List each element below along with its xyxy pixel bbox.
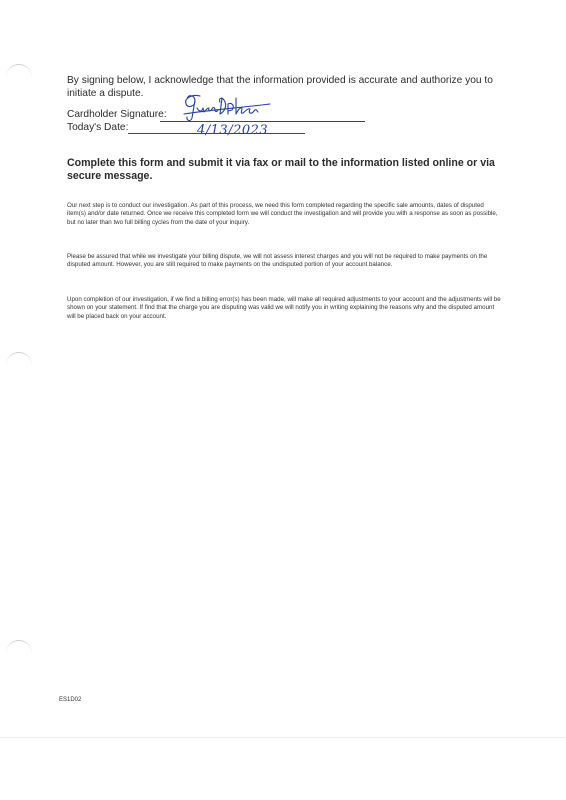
hole-punch-mark (6, 64, 32, 79)
billing-dispute-paragraph: Please be assured that while we investigate your billing dispute, we will not assess interest charges and you will not be required to make payments on the disputed amount. However, you are still required to make payments on the undisputed portion of your account balance. (67, 253, 488, 269)
hole-punch-mark (6, 352, 32, 367)
scan-edge (0, 737, 566, 738)
svg-text:4/13/2023: 4/13/2023 (197, 123, 269, 138)
form-code: ES1D02 (59, 697, 82, 703)
instruction-heading: Complete this form and submit it via fax or mail to the information listed online or via secure message. (67, 157, 495, 182)
investigation-paragraph: Our next step is to conduct our investigation. As part of this process, we need this form completed regarding the specific sale amounts, dates of disputed item(s) and/or date returned. Once we receive this completed form we will conduct the investigation and will provide you with a response as soon as possible, but no later than two full billing cycles from the date of your inquiry. (67, 202, 498, 226)
handwritten-date (193, 118, 275, 140)
signature-label: Cardholder Signature: (67, 109, 167, 120)
date-label: Today's Date: (67, 122, 129, 133)
acknowledgement-text: By signing below, I acknowledge that the information provided is accurate and authorize you to initiate a dispute. (67, 75, 493, 99)
completion-paragraph: Upon completion of our investigation, if we find a billing error(s) has been made, will make all required adjustments to your account and the adjustments will be shown on your statement. If find that the charge you are disputing was valid we will notify you in writing explaining the reasons why and the disputed amount will be placed back on your account. (67, 296, 501, 320)
hole-punch-mark (6, 640, 32, 655)
